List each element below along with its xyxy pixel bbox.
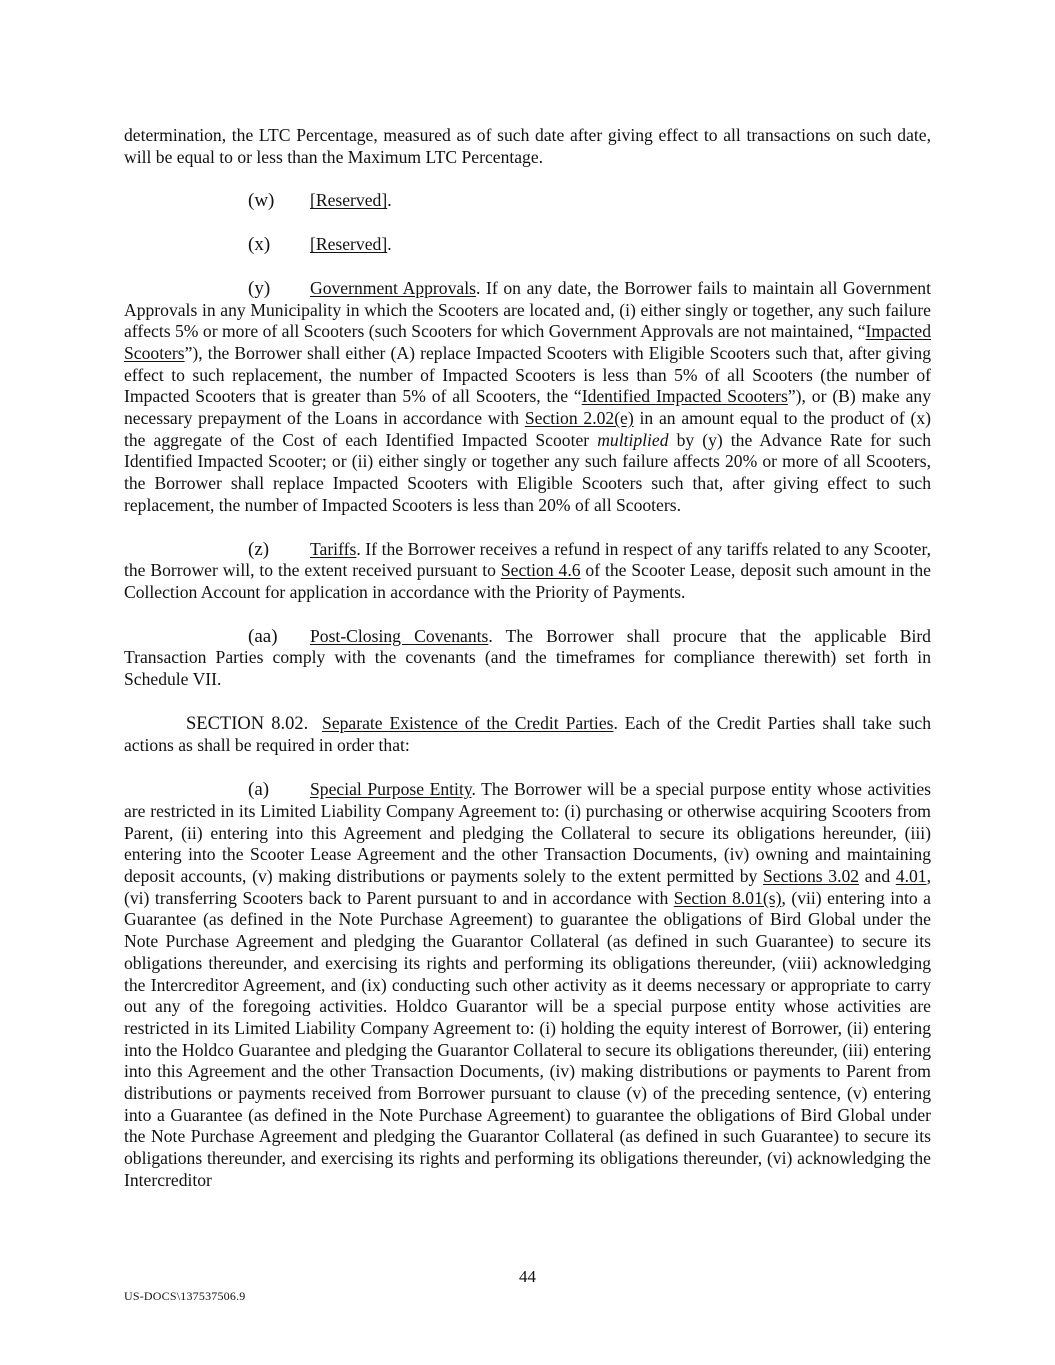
clause-aa-text-1: . The Borrower shall procure that the applicable Bird Transaction Parties comply with the covenants (and the timeframes for compliance therewith) set forth in Schedule VII. — [124, 625, 931, 690]
clause-y-text-1: . If on any date, the Borrower fails to maintain all Government Approvals in any Municipality in which the Scooters are located and, (i) either singly or together, any such failure affects 5% or more of all Scooters (such Scooters for which Government Approvals are not maintained, “ — [124, 277, 931, 342]
section-8-02 — [124, 713, 931, 757]
clause-y-label: (y) — [248, 277, 271, 299]
clause-x-title: [Reserved] — [310, 234, 388, 255]
clause-a-text-1: . The Borrower will be a special purpose entity whose activities are restricted in its Limited Liability Company Agreement to: (i) purchasing or otherwise acquiring Scooters from Parent, (ii) entering into this Agreement and pledging the Collateral to secure its obligations hereunder, (iii) entering into the Scooter Lease Agreement and the other Transaction Documents, (iv) owning and maintaining deposit accounts, (v) making distributions or payments solely to the extent permitted by — [124, 779, 931, 886]
clause-y-emphasis: multiplied — [597, 429, 669, 450]
intro-paragraph — [124, 125, 931, 168]
clause-z-text-1: . If the Borrower receives a refund in respect of any tariffs related to any Scooter, the Borrower will, to the extent received pursuant to — [124, 538, 931, 581]
defined-term-identified-impacted-scooters: Identified Impacted Scooters — [581, 386, 788, 407]
clause-y — [124, 278, 931, 517]
clause-w-title: [Reserved] — [310, 190, 388, 211]
clause-a-label: (a) — [248, 779, 270, 801]
clause-aa — [124, 626, 931, 691]
clause-a-text-3: , (vi) transferring Scooters back to Parent pursuant to and in accordance with — [124, 865, 931, 908]
clause-x-period: . — [387, 234, 392, 255]
clause-aa-title: Post-Closing Covenants — [310, 625, 489, 646]
clause-z-text-2: of the Scooter Lease, deposit such amount in the Collection Account for application in accordance with the Priority of Payments. — [124, 560, 931, 602]
section-8-02-title: Separate Existence of the Credit Parties — [322, 712, 614, 733]
clause-y-text-5: by (y) the Advance Rate for such Identified Impacted Scooter; or (ii) either singly or together any such failure affects 20% or more of all Scooters, the Borrower shall replace Impacted Scooters with Eligible Scooters such that, after giving effect to such replacement, the number of Impacted Scooters is less than 20% of all Scooters. — [124, 429, 932, 515]
clause-z-label: (z) — [248, 538, 270, 560]
clause-w-label: (w) — [248, 190, 275, 212]
clause-x — [124, 234, 931, 256]
clause-z-title: Tariffs — [310, 538, 357, 559]
section-ref-4-01: 4.01 — [895, 865, 927, 886]
defined-term-impacted-scooters: Impacted Scooters — [124, 321, 931, 363]
clause-y-text-3: ”), or (B) make any necessary prepayment of the Loans in accordance with — [124, 386, 931, 429]
section-ref-2-02-e: Section 2.02(e) — [524, 408, 634, 429]
section-ref-8-01-s: Section 8.01(s) — [673, 887, 782, 908]
clause-x-label: (x) — [248, 234, 271, 256]
page-number: 44 — [519, 1267, 536, 1286]
body-text — [124, 125, 931, 1192]
document-id: US-DOCS\137537506.9 — [124, 1289, 246, 1303]
clause-y-title: Government Approvals — [310, 277, 476, 298]
clause-w-period: . — [387, 190, 392, 211]
clause-y-text-4: in an amount equal to the product of (x) the aggregate of the Cost of each Identified Impacted Scooter — [124, 408, 931, 450]
intro-text: determination, the LTC Percentage, measured as of such date after giving effect to all transactions on such date, will be equal to or less than the Maximum LTC Percentage. — [124, 125, 931, 167]
clause-a — [124, 779, 931, 1191]
clause-a-title: Special Purpose Entity — [310, 779, 472, 800]
clause-w — [124, 190, 931, 212]
section-ref-3-02: Sections 3.02 — [762, 865, 860, 886]
clause-aa-label: (aa) — [248, 625, 278, 647]
clause-a-text-2: and — [859, 865, 896, 886]
clause-a-text-4: , (vii) entering into a Guarantee (as defined in the Note Purchase Agreement) to guarantee the obligations of Bird Global under the Note Purchase Agreement and pledging the Guarantor Collateral (as defined in such Guarantee) to secure its obligations thereunder, and exercising its rights and performing its obligations thereunder, (viii) acknowledging the Intercreditor Agreement, and (ix) conducting such other activity as it deems necessary or appropriate to carry out any of the foregoing activities. Holdco Guarantor will be a special purpose entity whose activities are restricted in its Limited Liability Company Agreement to: (i) holding the equity interest of Borrower, (ii) entering into the Holdco Guarantee and pledging the Guarantor Collateral to secure its obligations thereunder, (iii) entering into this Agreement and the other Transaction Documents, (iv) making distributions or payments to Parent from distributions or payments received from Borrower pursuant to clause (v) of the preceding sentence, (v) entering into a Guarantee (as defined in the Note Purchase Agreement) to guarantee the obligations of Bird Global under the Note Purchase Agreement and pledging the Guarantor Collateral (as defined in such Guarantee) to secure its obligations thereunder, and exercising its rights and performing its obligations thereunder, (vi) acknowledging the Intercreditor — [124, 887, 931, 1190]
section-ref-4-6: Section 4.6 — [500, 560, 581, 581]
clause-y-text-2: ”), the Borrower shall either (A) replace Impacted Scooters with Eligible Scooters such that, after giving effect to such replacement, the number of Impacted Scooters is less than 5% of all Scooters (the number of Impacted Scooters that is greater than 5% of all Scooters, the “ — [124, 342, 931, 407]
section-8-02-number: SECTION 8.02. — [186, 713, 309, 734]
section-8-02-text: . Each of the Credit Parties shall take such actions as shall be required in order that: — [124, 712, 931, 756]
clause-z — [124, 539, 931, 604]
